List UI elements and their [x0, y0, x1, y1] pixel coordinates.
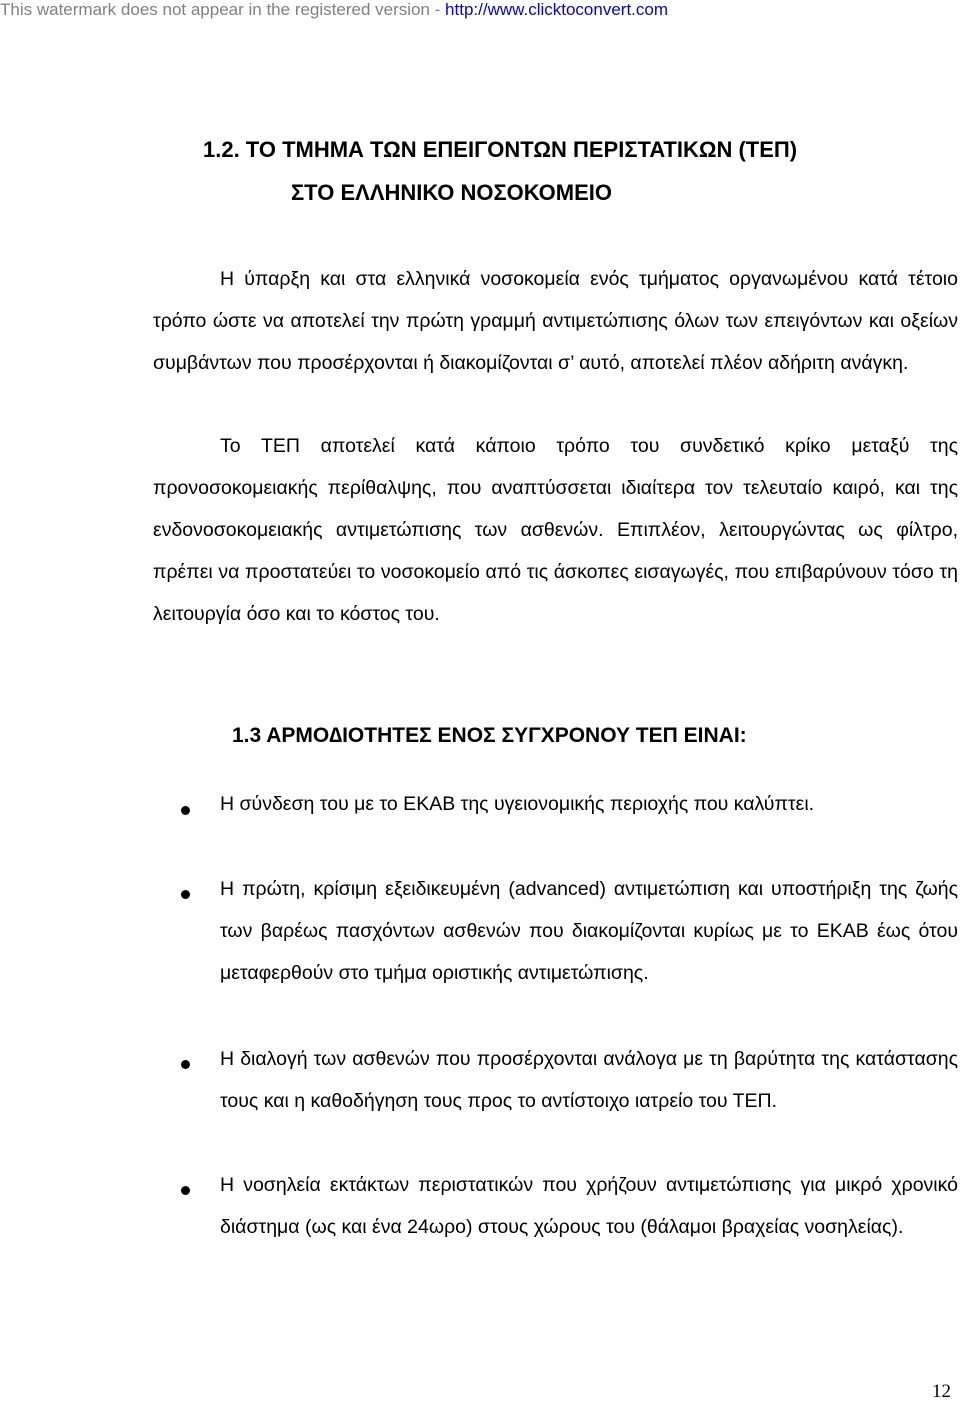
- paragraph-1: Η ύπαρξη και στα ελληνικά νοσοκομεία ενός τμήματος οργανωμένου κατά τέτοιο τρόπο ώστε να αποτελεί την πρώτη γραμμή αντιμετώπισης όλων των επειγόντων και οξείων συμβάντων που προσέρχονται ή διακομίζονται σ’ αυτό, αποτελεί πλέον αδήριτη ανάγκη.: [153, 268, 958, 374]
- section-title-line-1: 1.2. ΤΟ ΤΜΗΜΑ ΤΩΝ ΕΠΕΙΓΟΝΤΩΝ ΠΕΡΙΣΤΑΤΙΚΩΝ (ΤΕΠ): [203, 137, 798, 162]
- list-item-text: Η σύνδεση του με το ΕΚΑΒ της υγειονομικής περιοχής που καλύπτει.: [220, 793, 815, 815]
- list-item-text: Η πρώτη, κρίσιμη εξειδικευμένη (advanced) αντιμετώπιση και υποστήριξη της ζωής των βαρέως πασχόντων ασθενών που διακομίζονται κυρίως με το ΕΚΑΒ έως ότου μεταφερθούν στο τμήμα οριστικής αντιμετώπισης.: [220, 878, 958, 984]
- watermark-text: This watermark does not appear in the registered version -: [0, 0, 446, 19]
- page-number: 12: [932, 1381, 951, 1402]
- paragraph-2: Το ΤΕΠ αποτελεί κατά κάποιο τρόπο του συνδετικό κρίκο μεταξύ της προνοσοκομειακής περίθαλψης, που αναπτύσσεται ιδιαίτερα τον τελευταίο καιρό, και της ενδονοσοκομειακής αντιμετώπισης των ασθενών. Επιπλέον, λειτουργώντας ως φίλτρο, πρέπει να προστατεύει το νοσοκομείο από τις άσκοπες εισαγωγές, που επιβαρύνουν τόσο τη λειτουργία όσο και το κόστος του.: [153, 435, 958, 625]
- list-item-text: Η διαλογή των ασθενών που προσέρχονται ανάλογα με τη βαρύτητα της κατάστασης τους και η καθοδήγηση τους προς το αντίστοιχο ιατρείο του ΤΕΠ.: [220, 1048, 958, 1112]
- bullet-icon: [181, 806, 190, 815]
- bullet-icon: [181, 1186, 190, 1195]
- bullet-icon: [181, 890, 190, 899]
- list-item-text: Η νοσηλεία εκτάκτων περιστατικών που χρήζουν αντιμετώπισης για μικρό χρονικό διάστημα (ως και ένα 24ωρο) στους χώρους του (θάλαμοι βραχείας νοσηλείας).: [220, 1174, 958, 1238]
- watermark-banner: [0, 0, 668, 20]
- section-title-line-2: ΣΤΟ ΕΛΛΗΝΙΚΟ ΝΟΣΟΚΟΜΕΙΟ: [290, 180, 612, 205]
- section-heading-competences: 1.3 ΑΡΜΟ∆ΙΟΤΗΤΕΣ ΕΝΟΣ ΣΥΓΧΡΟΝΟΥ ΤΕΠ ΕΙΝΑΙ:: [232, 724, 747, 747]
- bullet-icon: [181, 1060, 190, 1069]
- watermark-link[interactable]: http://www.clicktoconvert.com: [445, 0, 669, 19]
